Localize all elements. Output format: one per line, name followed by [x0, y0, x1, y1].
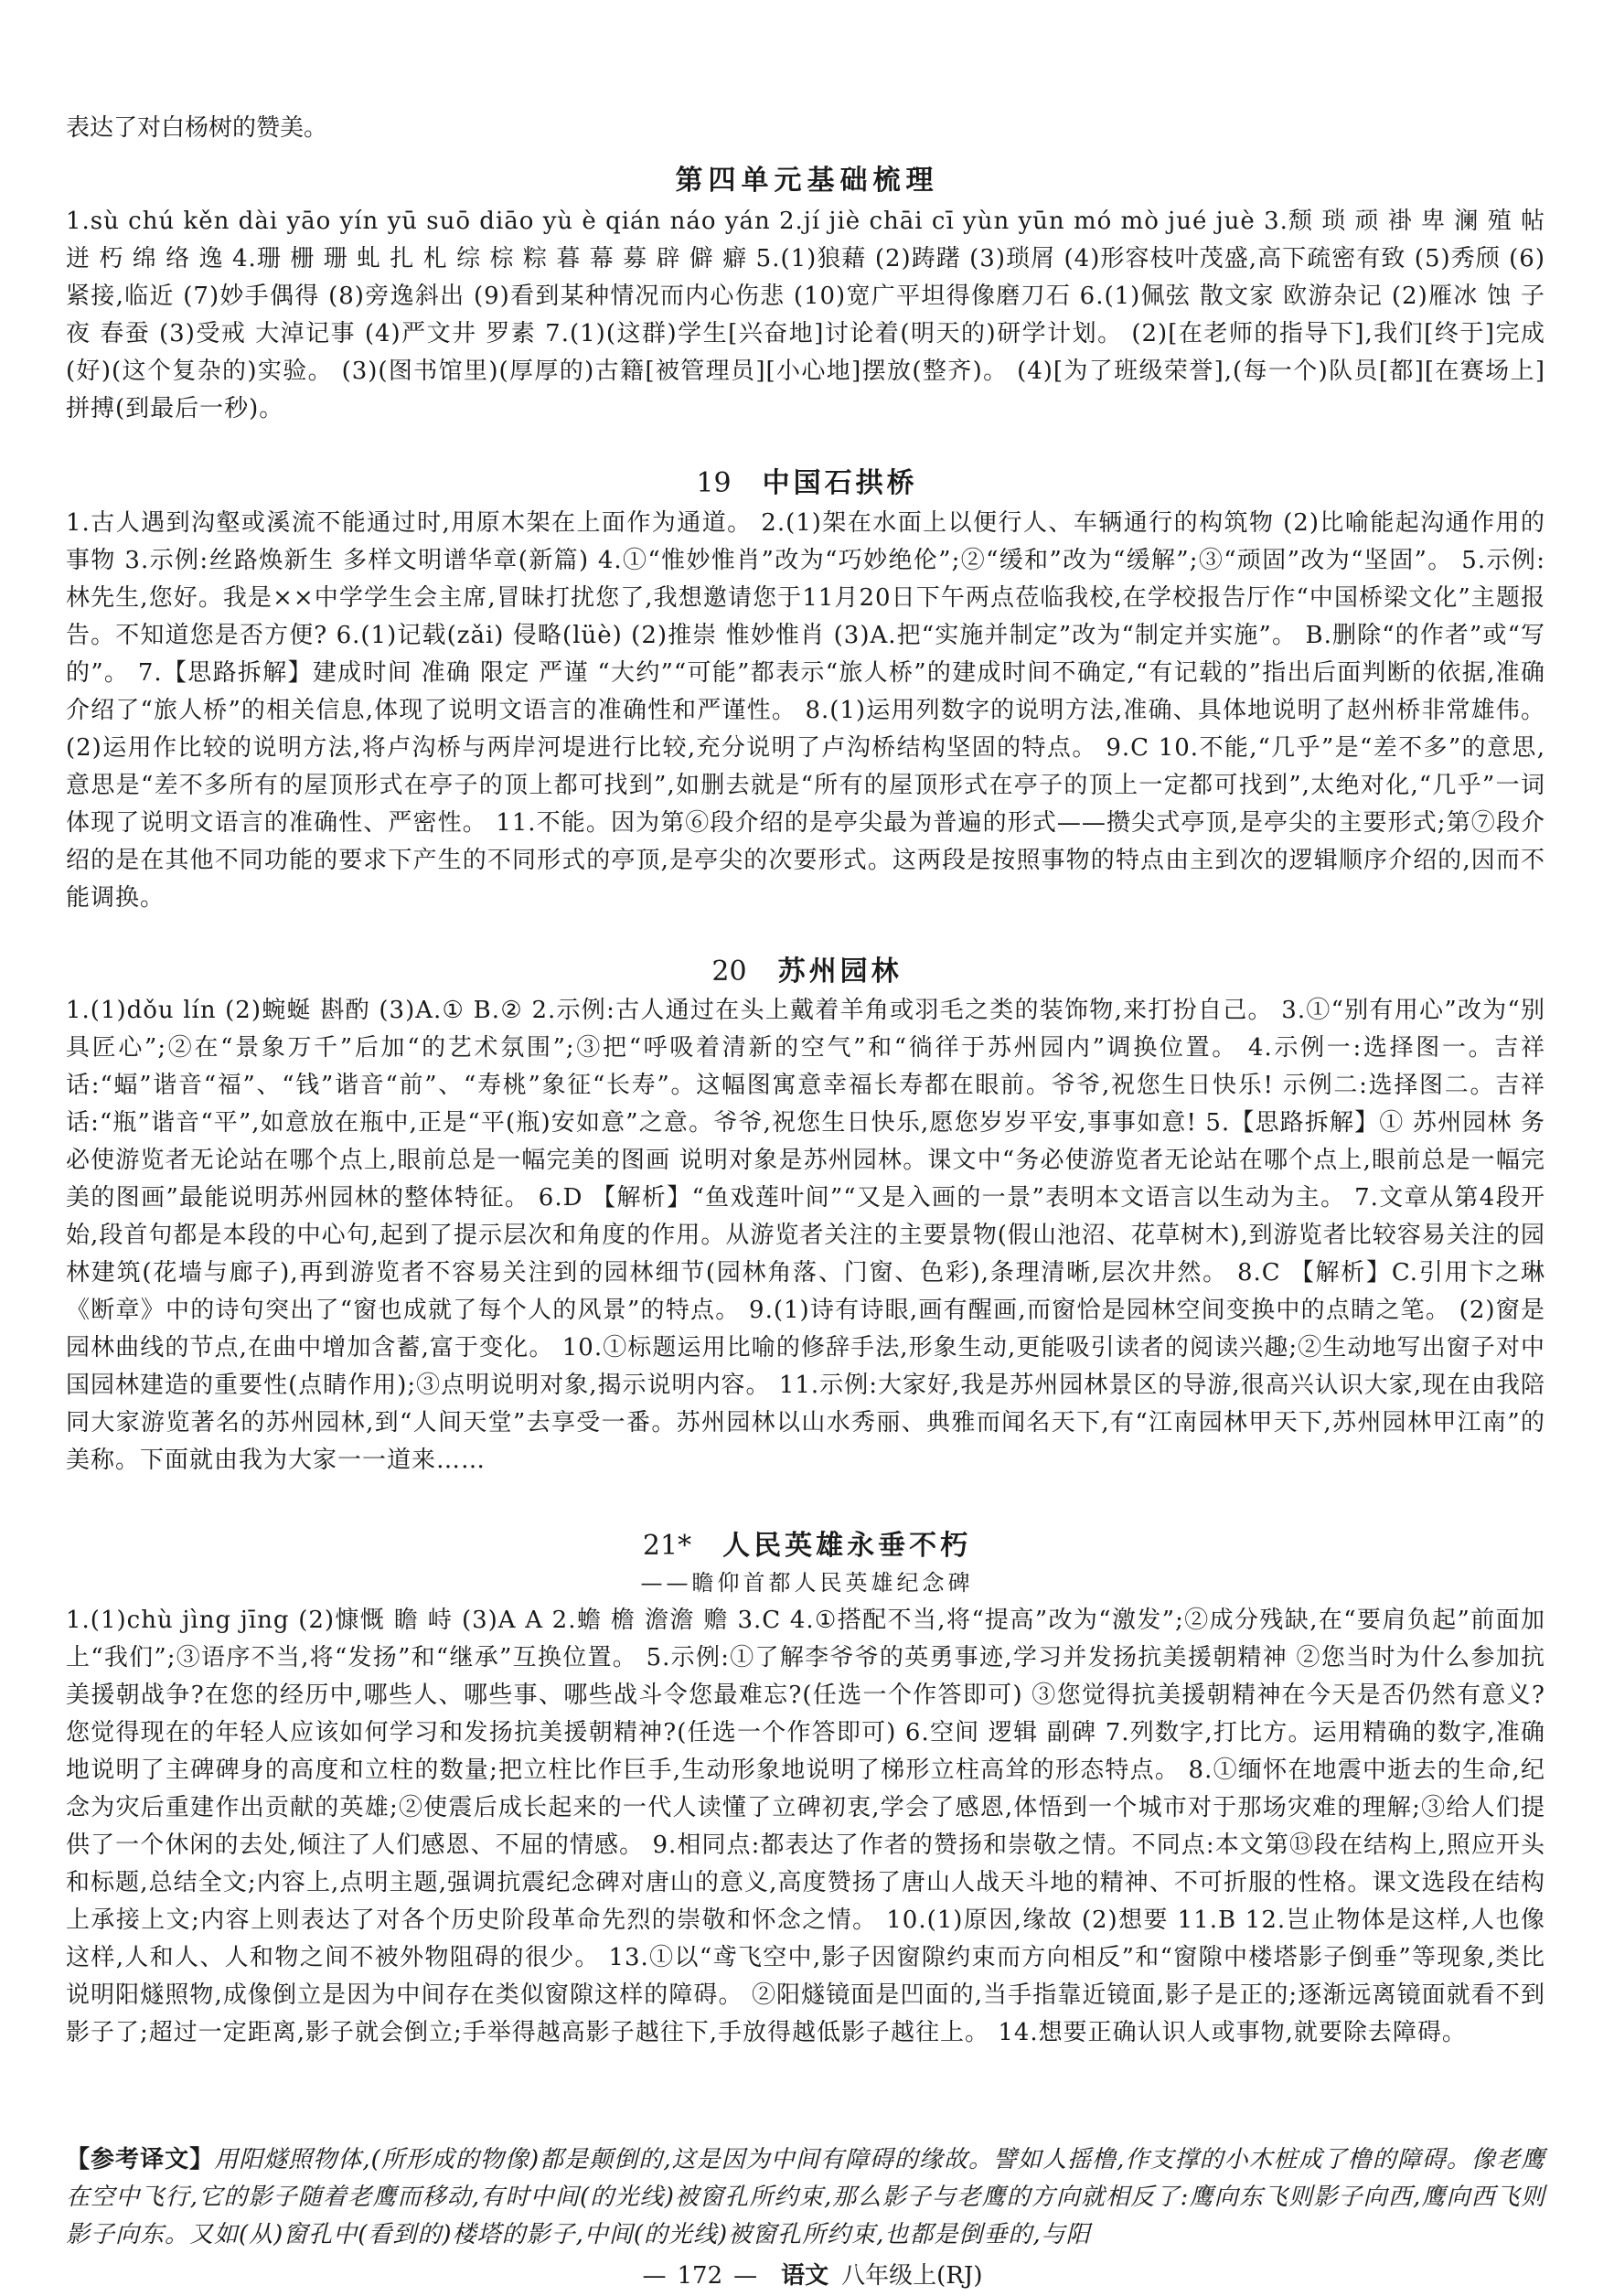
unit4-heading: 第四单元基础梳理 — [675, 165, 939, 197]
lesson21-number: 21* — [642, 1530, 692, 1562]
reference-translation — [66, 2141, 1545, 2254]
lesson19-number: 19 — [696, 467, 732, 499]
page-footer: — 172 — 语文 八年级上(RJ) — [642, 2262, 983, 2290]
lead-text: 表达了对白杨树的赞美。 — [66, 114, 328, 142]
unit4-answers: 1.sù chú kěn dài yāo yín yū suō diāo yù è qián náo yán 2.jí jiè chāi cī yùn yūn mó mò jué juè 3.颓 琐 顽 褂 卑 澜 殖 帖 迸 朽 绵 络 逸 4.珊 栅 珊 虬 扎 札 综 棕 粽 暮 幕 募 辟 僻 癖 5.(1)狼藉 (2)踌躇 (3)琐屑 (4)形容枝叶茂盛,高下疏密有致 (5)秀颀 (6)紧接,临近 (7)妙手偶得 (8)旁逸斜出 (9)看到某种情况而内心伤悲 (10)宽广平坦得像磨刀石 6.(1)佩弦 散文家 欧游杂记 (2)雁冰 蚀 子夜 春蚕 (3)受戒 大淖记事 (4)严文井 罗素 7.(1)(这群)学生[兴奋地]讨论着(明天的)研学计划。 (2)[在老师的指导下],我们[终于]完成(好)(这个复杂的)实验。 (3)(图书馆里)(厚厚的)古籍[被管理员][小心地]摆放(整齐)。 (4)[为了班级荣誉],(每一个)队员[都][在赛场上]拼搏(到最后一秒)。 — [66, 208, 1545, 422]
reference-text: 用阳燧照物体,(所形成的物像)都是颠倒的,这是因为中间有障碍的缘故。譬如人摇橹,作支撑的小木桩成了橹的障碍。像老鹰在空中飞行,它的影子随着老鹰而移动,有时中间(的光线)被窗孔所约束,那么影子与老鹰的方向就相反了:鹰向东飞则影子向西,鹰向西飞则影子向东。又如(从)窗孔中(看到的)楼塔的影子,中间(的光线)被窗孔所约束,也都是倒垂的,与阳 — [66, 2146, 1545, 2248]
lesson21-subtitle: ——瞻仰首都人民英雄纪念碑 — [640, 1570, 974, 1596]
lesson20-answers: 1.(1)dǒu lín (2)蜿蜒 斟酌 (3)A.① B.② 2.示例:古人通过在头上戴着羊角或羽毛之类的装饰物,来打扮自己。 3.①“别有用心”改为“别具匠心”;②在“景象万千”后加“的艺术氛围”;③把“呼吸着清新的空气”和“徜徉于苏州园内”调换位置。 4.示例一:选择图一。吉祥话:“蝠”谐音“福”、“钱”谐音“前”、“寿桃”象征“长寿”。这幅图寓意幸福长寿都在眼前。爷爷,祝您生日快乐! 示例二:选择图二。吉祥话:“瓶”谐音“平”,如意放在瓶中,正是“平(瓶)安如意”之意。爷爷,祝您生日快乐,愿您岁岁平安,事事如意! 5.【思路拆解】① 苏州园林 务必使游览者无论站在哪个点上,眼前总是一幅完美的图画 说明对象是苏州园林。课文中“务必使游览者无论站在哪个点上,眼前总是一幅完美的图画”最能说明苏州园林的整体特征。 6.D 【解析】“鱼戏莲叶间”“又是入画的一景”表明本文语言以生动为主。 7.文章从第4段开始,段首句都是本段的中心句,起到了提示层次和角度的作用。从游览者关注的主要景物(假山池沼、花草树木),到游览者比较容易关注的园林建筑(花墙与廊子),再到游览者不容易关注到的园林细节(园林角落、门窗、色彩),条理清晰,层次井然。 8.C 【解析】C.引用卞之琳《断章》中的诗句突出了“窗也成就了每个人的风景”的特点。 9.(1)诗有诗眼,画有醒画,而窗恰是园林空间变换中的点睛之笔。 (2)窗是园林曲线的节点,在曲中增加含蓄,富于变化。 10.①标题运用比喻的修辞手法,形象生动,更能吸引读者的阅读兴趣;②生动地写出窗子对中国园林建造的重要性(点睛作用);③点明说明对象,揭示说明内容。 11.示例:大家好,我是苏州园林景区的导游,很高兴认识大家,现在由我陪同大家游览著名的苏州园林,到“人间天堂”去享受一番。苏州园林以山水秀丽、典雅而闻名天下,有“江南园林甲天下,苏州园林甲江南”的美称。下面就由我为大家一一道来…… — [66, 997, 1545, 1474]
reference-tag: 【参考译文】 — [66, 2146, 215, 2173]
lesson19-title: 中国石拱桥 — [762, 467, 918, 499]
subject-label: 语文 — [781, 2262, 829, 2290]
lesson21-heading — [0, 1522, 1614, 1563]
lesson21-answers: 1.(1)chù jìng jīng (2)慷慨 瞻 峙 (3)A A 2.蟾 檐 澹澹 赡 3.C 4.①搭配不当,将“提高”改为“激发”;②成分残缺,在“要肩负起”前面加上“我们”;③语序不当,将“发扬”和“继承”互换位置。 5.示例:①了解李爷爷的英勇事迹,学习并发扬抗美援朝精神 ②您当时为什么参加抗美援朝战争?在您的经历中,哪些人、哪些事、哪些战斗令您最难忘?(任选一个作答即可) ③您觉得抗美援朝精神在今天是否仍然有意义?您觉得现在的年轻人应该如何学习和发扬抗美援朝精神?(任选一个作答即可) 6.空间 逻辑 副碑 7.列数字,打比方。运用精确的数字,准确地说明了主碑碑身的高度和立柱的数量;把立柱比作巨手,生动形象地说明了梯形立柱高耸的形态特点。 8.①缅怀在地震中逝去的生命,纪念为灾后重建作出贡献的英雄;②使震后成长起来的一代人读懂了立碑初衷,学会了感恩,体悟到一个城市对于那场灾难的理解;③给人们提供了一个休闲的去处,倾注了人们感恩、不屈的情感。 9.相同点:都表达了作者的赞扬和崇敬之情。不同点:本文第⑬段在结构上,照应开头和标题,总结全文;内容上,点明主题,强调抗震纪念碑对唐山的意义,高度赞扬了唐山人战天斗地的精神、不可折服的性格。课文选段在结构上承接上文;内容上则表达了对各个历史阶段革命先烈的崇敬和怀念之情。 10.(1)原因,缘故 (2)想要 11.B 12.岂止物体是这样,人也像这样,人和人、人和物之间不被外物阻碍的很少。 13.①以“鸢飞空中,影子因窗隙约束而方向相反”和“窗隙中楼塔影子倒垂”等现象,类比说明阳燧照物,成像倒立是因为中间存在类似窗隙这样的障碍。 ②阳燧镜面是凹面的,当手指靠近镜面,影子是正的;逐渐远离镜面就看不到影子了;超过一定距离,影子就会倒立;手举得越高影子越往下,手放得越低影子越往上。 14.想要正确认识人或事物,就要除去障碍。 — [66, 1607, 1545, 2046]
lesson19-answers: 1.古人遇到沟壑或溪流不能通过时,用原木架在上面作为通道。 2.(1)架在水面上以便行人、车辆通行的构筑物 (2)比喻能起沟通作用的事物 3.示例:丝路焕新生 多样文明谱华章(新篇) 4.①“惟妙惟肖”改为“巧妙绝伦”;②“缓和”改为“缓解”;③“顽固”改为“坚固”。 5.示例:林先生,您好。我是××中学学生会主席,冒昧打扰您了,我想邀请您于11月20日下午两点莅临我校,在学校报告厅作“中国桥梁文化”主题报告。不知道您是否方便? 6.(1)记载(zǎi) 侵略(lüè) (2)推崇 惟妙惟肖 (3)A.把“实施并制定”改为“制定并实施”。 B.删除“的作者”或“写的”。 7.【思路拆解】建成时间 准确 限定 严谨 “大约”“可能”都表示“旅人桥”的建成时间不确定,“有记载的”指出后面判断的依据,准确介绍了“旅人桥”的相关信息,体现了说明文语言的准确性和严谨性。 8.(1)运用列数字的说明方法,准确、具体地说明了赵州桥非常雄伟。 (2)运用作比较的说明方法,将卢沟桥与两岸河堤进行比较,充分说明了卢沟桥结构坚固的特点。 9.C 10.不能,“几乎”是“差不多”的意思,意思是“差不多所有的屋顶形式在亭子的顶上都可找到”,如删去就是“所有的屋顶形式在亭子的顶上一定都可找到”,太绝对化,“几乎”一词体现了说明文语言的准确性、严密性。 11.不能。因为第⑥段介绍的是亭尖最为普遍的形式——攒尖式亭顶,是亭尖的主要形式;第⑦段介绍的是在其他不同功能的要求下产生的不同形式的亭顶,是亭尖的次要形式。这两段是按照事物的特点由主到次的逻辑顺序介绍的,因而不能调换。 — [66, 509, 1545, 912]
lesson20-number: 20 — [711, 956, 747, 988]
page-number: 172 — [677, 2262, 723, 2290]
lesson20-title: 苏州园林 — [777, 956, 903, 988]
lesson20-heading — [0, 948, 1614, 988]
lesson21-title: 人民英雄永垂不朽 — [722, 1530, 972, 1562]
grade-label: 八年级上(RJ) — [841, 2262, 983, 2290]
lesson19-heading — [0, 460, 1614, 500]
